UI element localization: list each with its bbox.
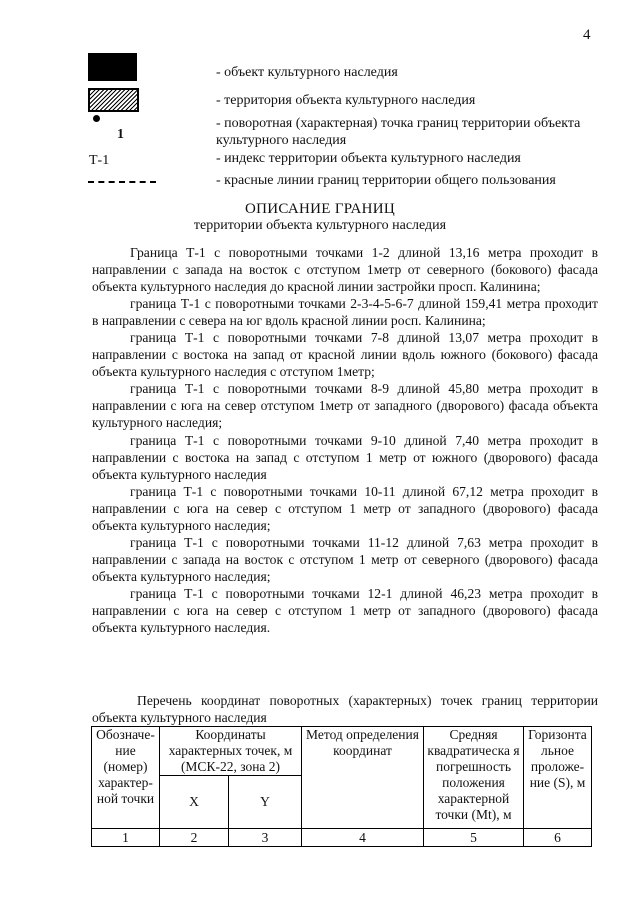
col-coords-header: Координаты характерных точек, м (МСК-22, зона 2) [160,727,302,776]
col-method-header: Метод определения координат [302,727,424,829]
territory-index-label: Т-1 [89,153,110,168]
page-number: 4 [583,27,591,43]
boundary-paragraph: граница Т-1 с поворотными точками 12-1 длиной 46,23 метра проходит в направлении с юга на север с отступом 1 метр от западного (дворового) фасада объекта культурного наследия. [92,585,598,636]
black-fill-rectangle-icon [88,53,137,81]
col-x-header: X [160,776,229,829]
dashed-line-icon [88,181,156,183]
section-subtitle: территории объекта культурного наследия [193,218,447,233]
column-number: 6 [524,829,592,847]
legend-item-cultural-object [0,53,640,81]
coordinates-list-intro: Перечень координат поворотных (характерных) точек границ территории объекта культурного наследия [92,693,598,725]
boundary-paragraph: граница Т-1 с поворотными точками 9-10 длиной 7,40 метра проходит в направлении с востока на запад с отступом 1 метр от южного (дворового) фасада объекта культурного наследия [92,432,598,482]
table-header-row [92,727,592,776]
col-distance-header: Горизонта льное проложе-ние (S), м [524,727,592,829]
boundary-paragraph: Граница Т-1 с поворотными точками 1-2 длиной 13,16 метра проходит в направлении с запада на восток с отступом 1метр от северного (бокового) фасада объекта культурного наследия до красной линии застройки просп. Калинина; [92,245,598,295]
legend-item-red-lines [0,172,640,190]
table-column-numbers-row [92,829,592,847]
col-y-header: Y [229,776,302,829]
legend-item-territory [0,88,640,112]
column-number: 2 [160,829,229,847]
boundary-paragraph: граница Т-1 с поворотными точками 2-3-4-5-6-7 длиной 159,41 метра проходит в направлении с севера на юг вдоль красной линии росп. Калинина; [92,296,598,329]
column-number: 1 [92,829,160,847]
legend-item-turning-point [0,113,640,149]
boundary-paragraph: граница Т-1 с поворотными точками 8-9 длиной 45,80 метра проходит в направлении с юга на север отступом 1метр от западного (дворового) фасада объекта культурного наследия; [92,381,598,431]
legend-item-index [0,150,640,168]
col-error-header: Средняя квадратическа я погрешность положения характерной точки (Mt), м [424,727,524,829]
boundary-description [92,244,598,636]
column-number: 3 [229,829,302,847]
hatched-rectangle-icon [88,88,139,112]
boundary-paragraph: граница Т-1 с поворотными точками 11-12 длиной 7,63 метра проходит в направлении с запада на восток с отступом 1 метр от северного (дворового) фасада объекта культурного наследия; [92,534,598,584]
column-number: 5 [424,829,524,847]
section-title: ОПИСАНИЕ ГРАНИЦ [244,201,396,217]
legend-text: - индекс территории объекта культурного наследия [216,151,521,166]
boundary-paragraph: граница Т-1 с поворотными точками 10-11 длиной 67,12 метра проходит в направлении с юга на север с отступом 1 метр от западного (дворового) фасада объекта культурного наследия; [92,483,598,533]
legend-text: - территория объекта культурного наследия [216,93,476,108]
point-number-label: 1 [117,127,124,142]
legend-text: - объект культурного наследия [216,65,398,80]
col-designation-header: Обозначе-ние (номер) характер-ной точки [92,727,160,829]
point-dot-icon [93,115,100,122]
legend-text: - красные линии границ территории общего пользования [216,173,556,188]
boundary-paragraph: граница Т-1 с поворотными точками 7-8 длиной 13,07 метра проходит в направлении с востока на запад от красной линии вдоль южного (бокового) фасада объекта культурного наследия с отступом 1метр; [92,330,598,380]
column-number: 4 [302,829,424,847]
legend-text: - поворотная (характерная) точка границ территории объекта культурного наследия [216,116,581,148]
coordinates-table [91,726,592,847]
